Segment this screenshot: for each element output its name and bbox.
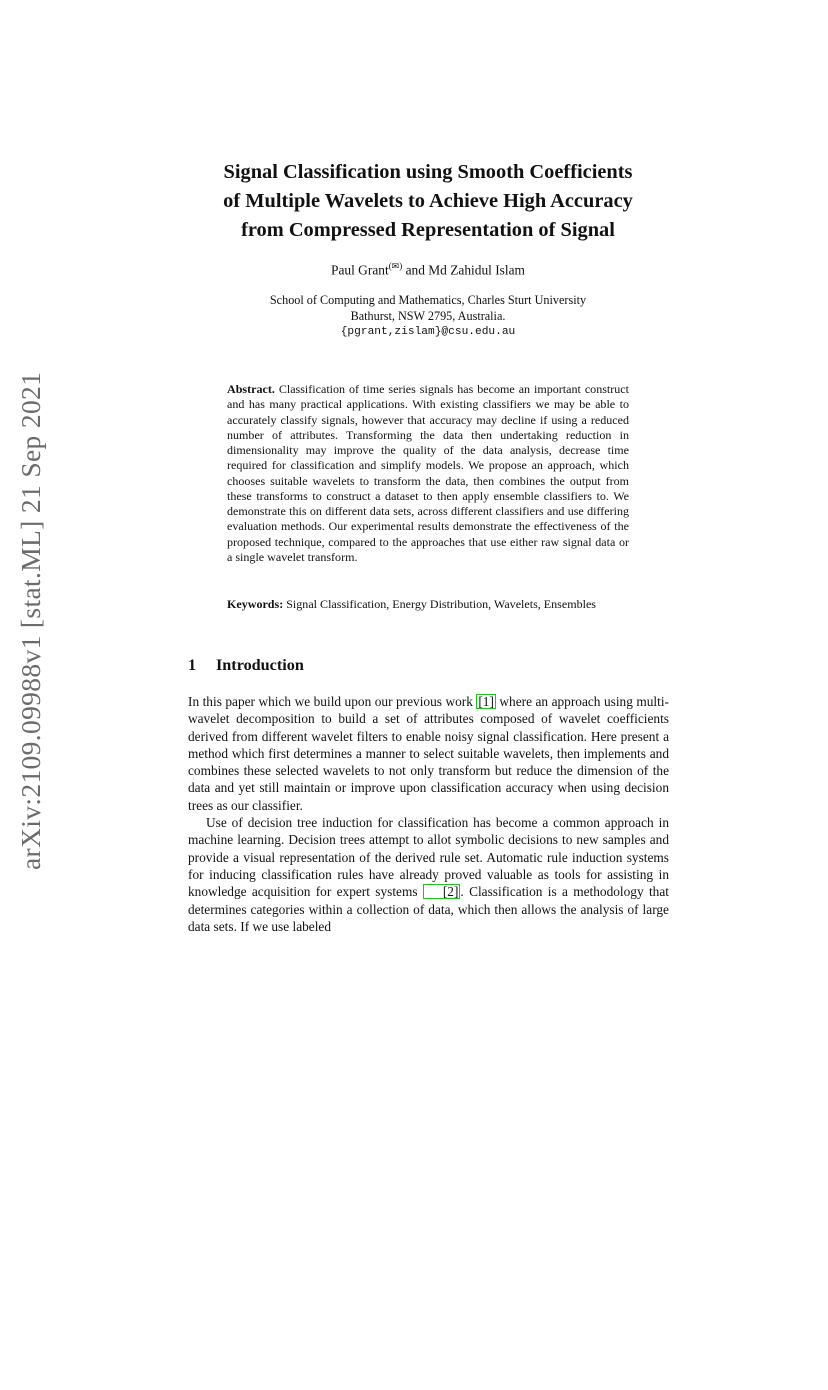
- paragraph-text: where an approach using multi-wavelet decomposition to build a set of attributes composed of wavelet coefficients derived from different wavelet filters to enable noisy signal classification. Here present a method which first determines a manner to select suitable wavelets, then implements and combines these selected wavelets to not only transform but reduce the dimension of the data and yet still maintain or improve upon classification accuracy when using decision trees as our classifier.: [188, 694, 669, 813]
- affiliation-institution: School of Computing and Mathematics, Charles Sturt University: [269, 293, 587, 307]
- paragraph-text: . Classification is a methodology that determines categories within a collection of data, which then allows the analysis of large data sets. If we use labeled: [188, 884, 669, 934]
- section-heading: [188, 656, 304, 675]
- title-line-1: Signal Classification using Smooth Coefficients: [223, 161, 633, 183]
- title-line-3: from Compressed Representation of Signal: [241, 219, 615, 241]
- abstract: [227, 382, 629, 565]
- section-number: 1: [188, 656, 197, 674]
- title-line-2: of Multiple Wavelets to Achieve High Accuracy: [223, 190, 633, 212]
- corresponding-author-mark: (✉): [388, 261, 403, 271]
- citation-link[interactable]: [2]: [423, 884, 461, 899]
- arxiv-stamp-area: [11, 371, 51, 1390]
- keywords-text: Signal Classification, Energy Distribution, Wavelets, Ensembles: [286, 597, 596, 611]
- author-email: {pgrant,zislam}@csu.edu.au: [340, 326, 516, 338]
- author-list: [200, 261, 656, 278]
- paragraph: [188, 814, 669, 935]
- paragraph-text: Use of decision tree induction for classification has become a common approach in machine learning. Decision trees attempt to allot symbolic decisions to new samples and provide a visual representation of the derived rule set. Automatic rule induction systems for inducing classification rules have already proved valuable as tools for assisting in knowledge acquisition for expert systems: [188, 815, 669, 900]
- section-title: Introduction: [216, 656, 304, 674]
- author-name: Paul Grant: [331, 262, 389, 278]
- author-conjunction: and: [402, 262, 429, 278]
- author-name: Md Zahidul Islam: [428, 262, 525, 278]
- keywords: [227, 597, 629, 612]
- affiliation-address: Bathurst, NSW 2795, Australia.: [350, 309, 506, 323]
- keywords-label: Keywords:: [227, 597, 284, 611]
- paragraph-text: In this paper which we build upon our previous work: [188, 694, 477, 709]
- affiliation: [200, 292, 656, 340]
- paragraph: [188, 693, 669, 814]
- abstract-label: Abstract.: [227, 382, 275, 396]
- abstract-text: Classification of time series signals has become an important construct and has many practical applications. With existing classifiers we may be able to accurately classify signals, however that accuracy may decline if using a reduced number of attributes. Transforming the data then undertaking reduction in dimensionality may improve the quality of the data analysis, decrease time required for classification and simplify models. We propose an approach, which chooses suitable wavelets to transform the data, then combines the output from these transforms to construct a dataset to then apply ensemble classifiers to. We demonstrate this on different data sets, across different classifiers and use differing evaluation methods. Our experimental results demonstrate the effectiveness of the proposed technique, compared to the approaches that use either raw signal data or a single wavelet transform.: [227, 382, 629, 564]
- citation-link[interactable]: [1]: [478, 694, 494, 709]
- paper-title: [160, 158, 696, 245]
- section-body: [188, 693, 669, 935]
- arxiv-identifier: arXiv:2109.09988v1 [stat.ML] 21 Sep 2021: [15, 371, 46, 870]
